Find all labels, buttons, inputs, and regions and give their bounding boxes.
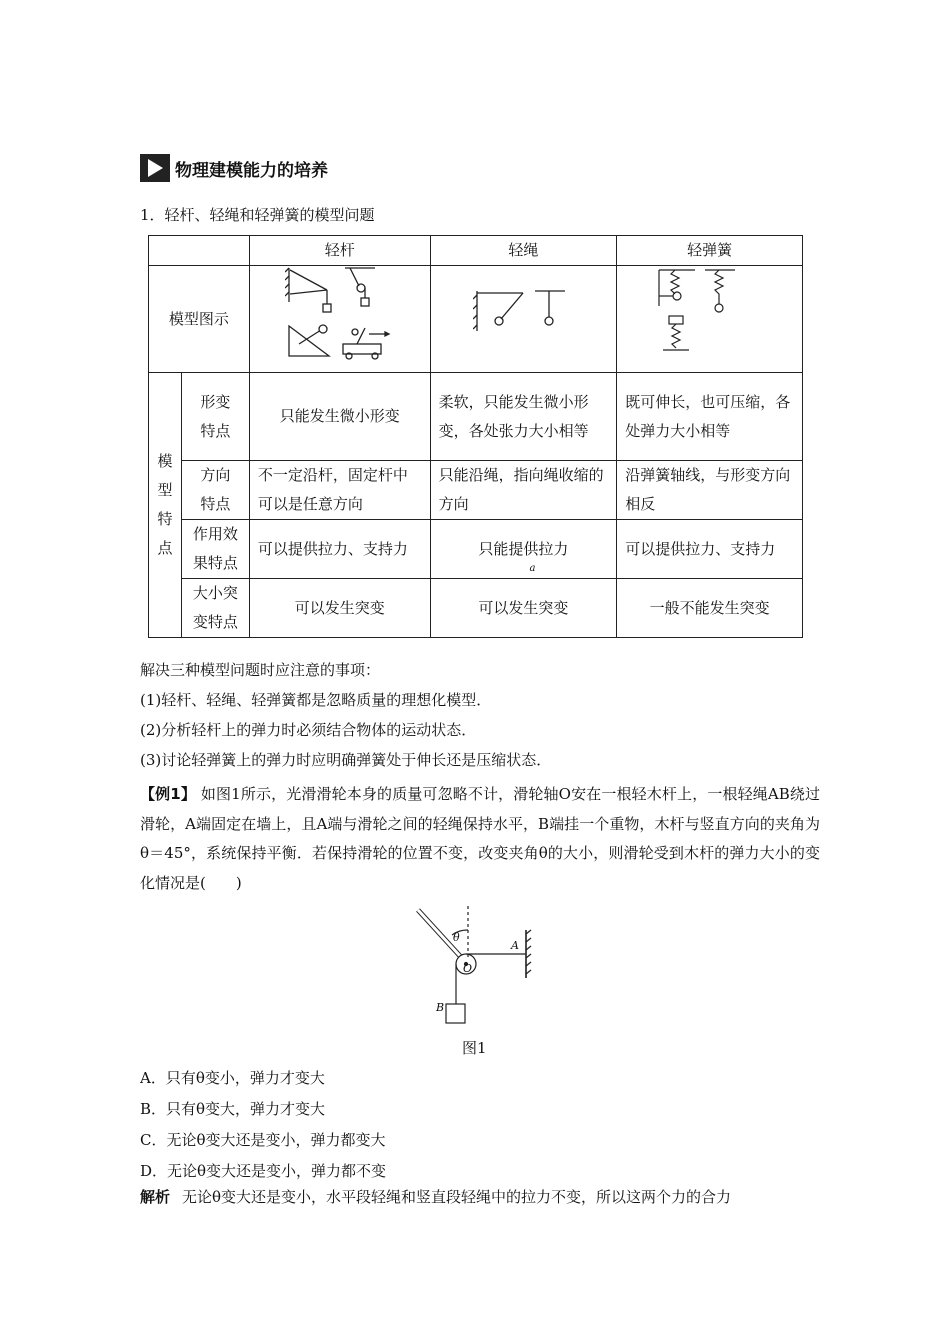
- play-icon: [140, 154, 170, 182]
- diagram-row: [149, 266, 803, 373]
- rope-diagram: [430, 266, 617, 373]
- cell-rope: 只能提供拉力: [430, 520, 617, 579]
- header-spring: 轻弹簧: [617, 236, 803, 266]
- header-rod: 轻杆: [249, 236, 430, 266]
- cell-spring: 一般不能发生突变: [617, 579, 803, 638]
- row-label: 形变 特点: [182, 373, 250, 461]
- analysis: [140, 1186, 731, 1207]
- rope-figures: [473, 289, 573, 339]
- note-item: (3)讨论轻弹簧上的弹力时应明确弹簧处于伸长还是压缩状态．: [140, 751, 552, 769]
- row-label: 方向 特点: [182, 461, 250, 520]
- cell-rope: 柔软，只能发生微小形变，各处张力大小相等: [430, 373, 617, 461]
- note-item: (2)分析轻杆上的弹力时必须结合物体的运动状态．: [140, 721, 477, 739]
- example-block: [140, 780, 820, 898]
- table-header-row: [149, 236, 803, 266]
- diagram-row-label: 模型图示: [149, 266, 250, 373]
- cell-spring: 既可伸长，也可压缩，各处弹力大小相等: [617, 373, 803, 461]
- group-label: [149, 373, 182, 638]
- acceleration-label: a: [529, 562, 536, 574]
- option-c: C．无论θ变大还是变小，弹力都变大: [140, 1131, 386, 1149]
- analysis-tag: 解析: [140, 1188, 171, 1206]
- analysis-text: 无论θ变大还是变小，水平段轻绳和竖直段轻绳中的拉力不变，所以这两个力的合力: [182, 1188, 732, 1206]
- theta-label: θ: [453, 931, 460, 944]
- group-char: 特: [157, 510, 173, 528]
- rod-figures: [285, 266, 395, 362]
- table-row: [149, 461, 803, 520]
- cell-spring: 沿弹簧轴线，与形变方向相反: [617, 461, 803, 520]
- header-rope: 轻绳: [430, 236, 617, 266]
- table-row: [149, 520, 803, 579]
- spring-figures: [655, 266, 765, 362]
- subtitle: 1．轻杆、轻绳和轻弹簧的模型问题: [140, 206, 375, 224]
- cell-rod: 可以发生突变: [249, 579, 430, 638]
- group-char: 模: [157, 452, 173, 470]
- cell-spring: 可以提供拉力、支持力: [617, 520, 803, 579]
- label-A: A: [511, 939, 519, 952]
- section-title: 物理建模能力的培养: [175, 160, 328, 181]
- row-label: 大小突 变特点: [182, 579, 250, 638]
- cell-rod: 可以提供拉力、支持力: [249, 520, 430, 579]
- option-d: D．无论θ变大还是变小，弹力都不变: [140, 1162, 387, 1180]
- label-O: O: [463, 962, 473, 975]
- cell-rod: 只能发生微小形变: [249, 373, 430, 461]
- notes-intro: 解决三种模型问题时应注意的事项：: [140, 661, 381, 679]
- section-heading: [140, 153, 328, 183]
- note-item: (1)轻杆、轻绳、轻弹簧都是忽略质量的理想化模型．: [140, 691, 492, 709]
- row-label: 作用效 果特点: [182, 520, 250, 579]
- model-table: [148, 235, 803, 638]
- spring-diagram: [617, 266, 803, 373]
- cell-rod: 不一定沿杆，固定杆中可以是任意方向: [249, 461, 430, 520]
- label-B: B: [436, 1001, 445, 1014]
- figure-caption: 图1: [462, 1039, 487, 1057]
- cell-rope: 可以发生突变: [430, 579, 617, 638]
- table-row: [149, 373, 803, 461]
- option-b: B．只有θ变大，弹力才变大: [140, 1100, 326, 1118]
- cell-rope: 只能沿绳，指向绳收缩的方向: [430, 461, 617, 520]
- example-text: 如图1所示，光滑滑轮本身的质量可忽略不计，滑轮轴O安在一根轻木杆上，一根轻绳AB绕过滑轮，A端固定在墙上，且A端与滑轮之间的轻绳保持水平，B端挂一个重物，木杆与竖直方向的夹角为θ＝45°，系统保持平衡．若保持滑轮的位置不变，改变夹角θ的大小，则滑轮受到木杆的弹力大小的变化情况是( ): [140, 785, 820, 892]
- option-a: A．只有θ变小，弹力才变大: [140, 1069, 325, 1087]
- group-char: 型: [157, 481, 173, 499]
- example-tag: 【例1】: [140, 785, 196, 803]
- table-corner: [149, 236, 250, 266]
- figure-1: [410, 900, 540, 1030]
- table-row: [149, 579, 803, 638]
- group-char: 点: [157, 539, 173, 557]
